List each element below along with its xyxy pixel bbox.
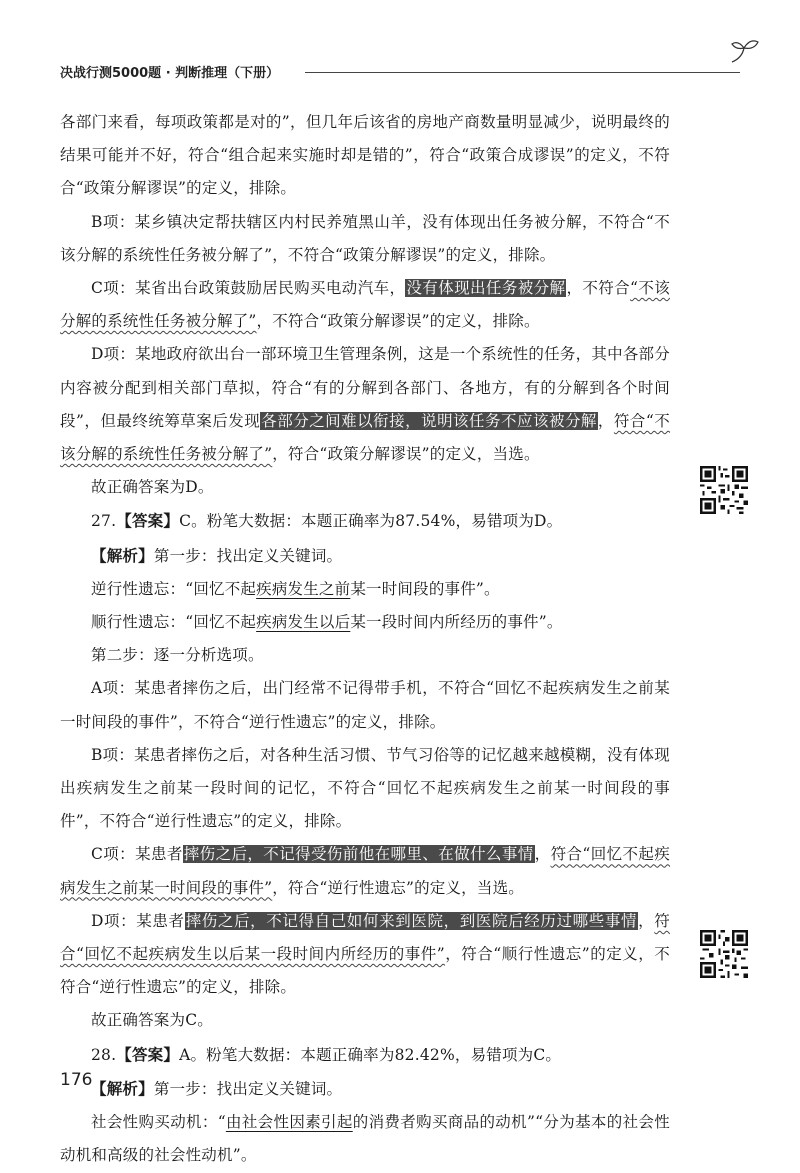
answer-label: 【答案】 [116,1044,180,1064]
analysis-label: 【解析】 [91,545,154,565]
text: ， [534,845,551,864]
text: A。粉笔大数据：本题正确率为82.42%，易错项为C。 [179,1045,562,1064]
underline: 疾病发生之前 [256,579,351,598]
text: 顺行性遗忘：“回忆不起 [91,613,257,632]
text: ，符合“政策分解谬误”的定义，当选。 [272,445,540,464]
option-c-26 [60,272,670,338]
question-28-answer [60,1038,670,1072]
text: 逆行性遗忘：“回忆不起 [91,579,257,598]
option-b-27: B项：某患者摔伤之后，对各种生活习惯、节气习俗等的记忆越来越模糊，没有体现出疾病发生之前某一段时间的记忆，不符合“回忆不起疾病发生之前某一时间段的事件”，不符合“逆行性遗忘”的定义，排除。 [60,745,670,831]
text: 第一步：找出定义关键词。 [153,546,343,565]
option-a-27: A项：某患者摔伤之后，出门经常不记得带手机，不符合“回忆不起疾病发生之前某一时间段的事件”，不符合“逆行性遗忘”的定义，排除。 [60,679,670,731]
text: ， [638,911,655,930]
text: C项：某省出台政策鼓励居民购买电动汽车， [91,279,406,298]
question-28-analysis [60,1072,670,1106]
running-header: 决战行测5000题 · 判断推理（下册） [60,66,280,81]
question-27-analysis [60,539,670,573]
qr-code-icon[interactable] [700,930,748,978]
question-number: 27. [91,512,117,531]
text: D项：某地政府欲出台一部环境卫生管理条例，这是一个系统性的任务，其中各部分内容被分配到相关部门草拟，符合“有的分解到各部门、各地方，有的分解到各个时间段”，但最终统筹草案后发现 [60,345,670,430]
header-divider [305,72,740,73]
wavy-underline: 符合“不该分解的系统性任务被分解了” [60,411,671,464]
text: 第一步：找出定义关键词。 [153,1079,343,1098]
option-d-26 [60,338,670,471]
highlight: 摔伤之后，不记得自己如何来到医院，到医院后经历过哪些事情 [185,911,638,930]
underline: 疾病发生以后 [256,613,351,632]
step-two: 第二步：逐一分析选项。 [91,646,264,665]
highlight: 没有体现出任务被分解 [406,279,566,298]
option-c-27 [60,838,670,904]
page-number: 176 [60,1070,93,1090]
wavy-underline: “不该分解的系统性任务被分解了” [60,279,670,331]
option-d-27 [60,905,670,1005]
text: 某一段时间内所经历的事件”。 [350,613,563,632]
wavy-underline: 符合“回忆不起疾病发生以后某一段时间内所经历的事件” [60,911,670,964]
underline: 由社会性因素引起 [225,1113,353,1132]
highlight: 各部分之间难以衔接，说明该任务不应该被分解 [261,411,597,430]
wavy-underline: 符合“回忆不起疾病发生之前某一时间段的事件” [60,845,671,897]
qr-code-icon[interactable] [700,466,748,514]
text: 的消费者购买商品的动机”“分为基本的社会性动机和高级的社会性动机”。 [60,1113,670,1165]
analysis-label: 【解析】 [91,1078,154,1098]
text: 社会性购买动机：“ [91,1113,226,1132]
text: ，符合“顺行性遗忘”的定义，不符合“逆行性遗忘”的定义，排除。 [60,945,670,997]
text: ， [597,411,614,430]
paragraph: 各部门来看，每项政策都是对的”，但几年后该省的房地产商数量明显减少，说明最终的结果可能并不好，符合“组合起来实施时却是错的”，符合“政策合成谬误”的定义，不符合“政策分解谬误”的定义，排除。 [60,113,670,198]
answer-27: 故正确答案为C。 [91,1011,213,1030]
answer-label: 【答案】 [116,511,180,531]
text: C项：某患者 [91,845,183,864]
leaf-ornament-icon [728,38,762,66]
option-b-26: B项：某乡镇决定帮扶辖区内村民养殖黑山羊，没有体现出任务被分解，不符合“不该分解的系统性任务被分解了”，不符合“政策分解谬误”的定义，排除。 [60,212,670,264]
question-number: 28. [91,1045,117,1064]
text: C。粉笔大数据：本题正确率为87.54%，易错项为D。 [179,512,563,531]
page-body [60,106,670,1173]
definition-retrograde [60,573,670,606]
highlight: 摔伤之后，不记得受伤前他在哪里、在做什么事情 [183,845,534,864]
question-27-answer [60,504,670,538]
text: D项：某患者 [91,911,185,930]
definition-social-motive [60,1106,670,1172]
text: 某一时间段的事件”。 [350,579,500,598]
text: ，不符合“政策分解谬误”的定义，排除。 [256,312,540,331]
answer-26: 故正确答案为D。 [91,478,214,497]
text: ，符合“逆行性遗忘”的定义，当选。 [272,878,524,897]
definition-anterograde [60,606,670,639]
text: ，不符合 [566,279,631,298]
